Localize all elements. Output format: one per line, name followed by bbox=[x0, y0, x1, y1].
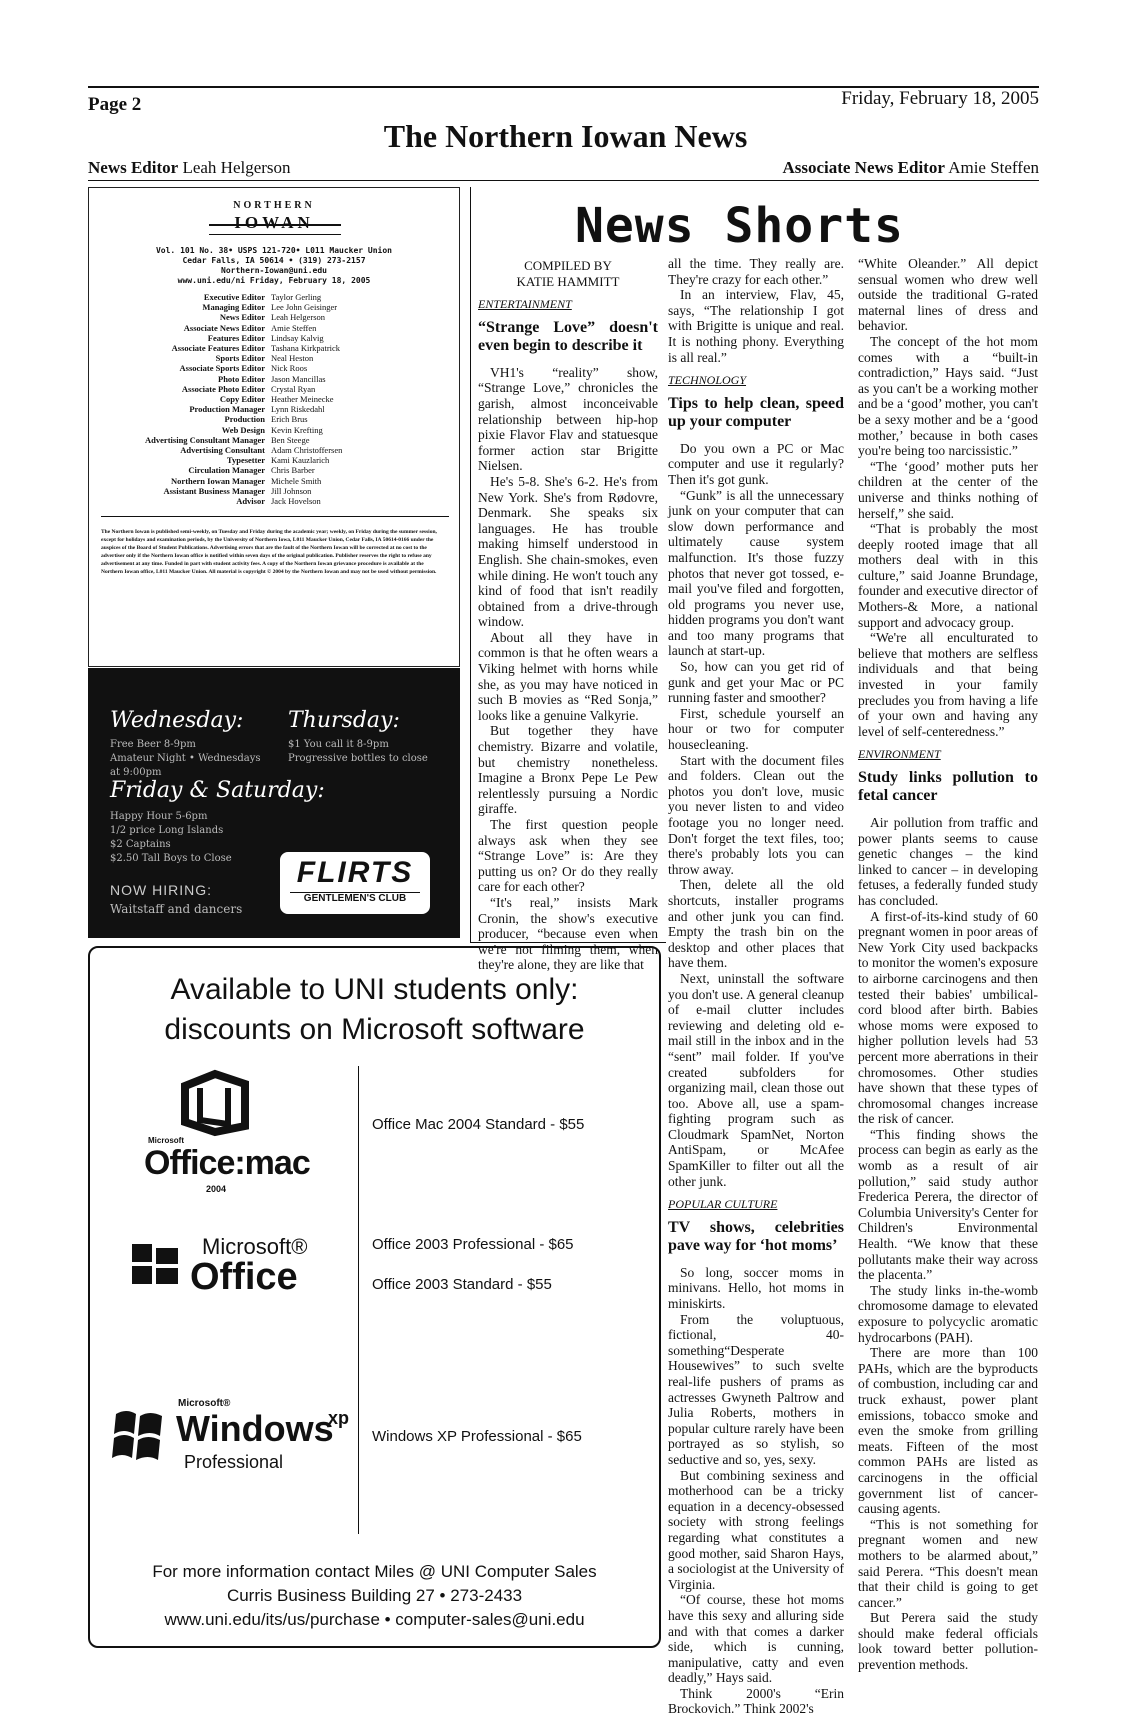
flirts-logo-sub: GENTLEMEN'S CLUB bbox=[290, 892, 420, 904]
staff-name: Erich Brus bbox=[271, 414, 308, 425]
paragraph: First, schedule yourself an hour or two for computer housecleaning. bbox=[668, 705, 844, 753]
paragraph: “Of course, these hot moms have this sexy and alluring side and with that comes a darker side, which is cunning, manipulative, catty and even deadly,” Hays said. bbox=[668, 1592, 844, 1686]
paragraph: So, how can you get rid of gunk and get your Mac or PC running faster and smoother? bbox=[668, 659, 844, 706]
offer-office-std: Office 2003 Standard - $55 bbox=[372, 1276, 552, 1293]
staff-row bbox=[95, 312, 449, 322]
staff-row bbox=[95, 496, 449, 506]
compiler-name: KATIE HAMMITT bbox=[516, 273, 620, 289]
ad-weekend-details bbox=[110, 810, 232, 866]
staff-name: Jill Johnson bbox=[271, 485, 312, 496]
ms-brand: Microsoft® bbox=[202, 1234, 308, 1259]
paragraph: “We're all enculturated to believe that mothers are selfless individuals and that being invested in your family precludes you from having a life of your own and having any level of self-centeredness.” bbox=[858, 630, 1038, 739]
column-2 bbox=[668, 256, 844, 1717]
staff-name: Leah Helgerson bbox=[271, 312, 326, 323]
offer-windows-xp: Windows XP Professional - $65 bbox=[372, 1428, 582, 1445]
headline-hot-moms: TV shows, celebrities pave way for ‘hot moms’ bbox=[668, 1218, 844, 1254]
masthead-volume-info bbox=[103, 246, 445, 286]
web-date-line: www.uni.edu/ni Friday, February 18, 2005 bbox=[177, 276, 371, 285]
staff-role: Associate Sports Editor bbox=[179, 363, 265, 374]
paragraph: But Perera said the study should make federal officials look toward better pollution-prevention methods. bbox=[858, 1610, 1038, 1673]
section-environment: ENVIRONMENT bbox=[858, 747, 941, 762]
flirts-logo-text: FLIRTS bbox=[296, 856, 414, 889]
paragraph: Next, uninstall the software you don't use. A general cleanup of e-mail clutter includes reviewing and deleting old e-mail still in the inbox and in the “sent” mail folder. If you've created subfolders for organizing mail, clean those out too. Above all, use a spam-fighting program such as Cloudmark SpamNet, Norton AntiSpam, or McAfee SpamKiller to filter out all the other junk. bbox=[668, 970, 844, 1189]
staff-role: Advertising Consultant bbox=[180, 445, 265, 456]
paragraph: “That is probably the most deeply rooted image that all mothers deal with in this culture,” said Joanne Brundage, founder and executive director of Mothers-& More, a national support and advocacy group. bbox=[858, 521, 1038, 630]
staff-role: Circulation Manager bbox=[188, 465, 265, 476]
staff-name: Crystal Ryan bbox=[271, 383, 316, 394]
staff-role: Northern Iowan Manager bbox=[171, 475, 265, 486]
masthead-fine-print: The Northern Iowan is published semi-weekly, on Tuesday and Friday during the academic year; weekly, on Friday during the summer session, except for holidays and examination periods, by the University of Northern Iowa, L011 Maucker Union, Cedar Falls, IA 50614-0166 under the auspices of the Board of Student Publications. Advertising errors that are the fault of the Northern Iowan will be corrected at no cost to the advertiser only if the Northern Iowan office is notified within seven days of the original publication. Publisher reserves the right to refuse any advertisement at any time. Funded in part with student activity fees. A copy of the Northern Iowan grievance procedure is available at the Northern Iowan office, L011 Maucker Union. All material is copyright © 2004 by the Northern Iowan and may not be used without permission. bbox=[101, 529, 437, 575]
office-logo-icon bbox=[130, 1240, 182, 1288]
paragraph: all the time. They really are. They're crazy for each other.” bbox=[668, 256, 844, 287]
paragraph: “It's real,” insists Mark Cronin, the show's executive producer, “because even when we're not filming them, when they're alone, they are like that bbox=[478, 894, 658, 973]
staff-role: Production Manager bbox=[189, 404, 265, 415]
paragraph: The study links in-the-womb chromosome damage to elevated exposure to polycyclic aromatic hydrocarbons (PAH). bbox=[858, 1282, 1038, 1345]
ad-divider bbox=[358, 1066, 359, 1534]
staff-name: Lynn Riskedahl bbox=[271, 404, 325, 415]
paragraph: The first question people always ask when they see “Strange Love” is: Are they putting us on? Or do they really care for each other? bbox=[478, 817, 658, 895]
staff-row bbox=[95, 425, 449, 435]
ad-line: Progressive bottles to close bbox=[288, 753, 428, 764]
offer-office-mac: Office Mac 2004 Standard - $55 bbox=[372, 1116, 585, 1133]
news-shorts-title: News Shorts bbox=[575, 198, 904, 254]
news-editor-label: News Editor bbox=[88, 158, 179, 177]
ad-now-hiring: NOW HIRING: bbox=[110, 882, 212, 898]
staff-name: Adam Christoffersen bbox=[271, 445, 343, 456]
staff-name: Jack Hovelson bbox=[271, 496, 321, 507]
ad-hiring-sub: Waitstaff and dancers bbox=[110, 902, 243, 916]
compiled-by: COMPILED BY bbox=[524, 258, 612, 273]
issue-date: Friday, February 18, 2005 bbox=[841, 88, 1039, 109]
staff-row bbox=[95, 374, 449, 384]
paragraph: The concept of the hot mom comes with a “built-in contradiction,” Hays said. “Just as you can't be a working mother and be a ‘good’ mother, you can't be a sexy mother and be a ‘good mother,’ because in both cases you're being too narcissistic.” bbox=[858, 333, 1038, 459]
staff-role: Sports Editor bbox=[215, 353, 265, 364]
ad-contact-line: For more information contact Miles @ UNI Computer Sales bbox=[152, 1562, 597, 1581]
staff-role: Photo Editor bbox=[218, 373, 265, 384]
ad-contact-footer bbox=[90, 1560, 659, 1632]
staff-row bbox=[95, 445, 449, 455]
staff-role: Features Editor bbox=[207, 332, 265, 343]
staff-name: Lindsay Kalvig bbox=[271, 332, 324, 343]
paragraph: “White Oleander.” All depict sensual women who drew well outside the traditional G-rated maternal lines of dress and behavior. bbox=[858, 256, 1038, 334]
paragraph: Start with the document files and folders. Clean out the photos you don't love, music you never listen to and video footage you no longer need. Don't forget the text files, too; there's probably lots you can throw away. bbox=[668, 752, 844, 877]
staff-role: Managing Editor bbox=[202, 302, 265, 313]
ad-thursday-heading: Thursday: bbox=[288, 708, 400, 733]
headline-pollution: Study links pollution to fetal cancer bbox=[858, 769, 1038, 804]
staff-name: Kami Kauzlarich bbox=[271, 455, 330, 466]
column-3 bbox=[858, 256, 1038, 1673]
section-popular-culture: POPULAR CULTURE bbox=[668, 1197, 778, 1212]
paragraph: He's 5-8. She's 6-2. He's from New York. She's from Rødovre, Denmark. She speaks six languages. He has trouble making himself understood in English. She chain-smokes, even while dining. He won't touch any kind of food that isn't readily obtained from a drive-through window. bbox=[478, 473, 658, 630]
paragraph: But combining sexiness and motherhood can be a tricky equation in a decency-obsessed society with strong feelings regarding what constitutes a good mother, said Sharon Hays, a sociologist at the University of Virginia. bbox=[668, 1467, 844, 1592]
news-editor-name: Leah Helgerson bbox=[182, 158, 291, 177]
staff-name: Heather Meinecke bbox=[271, 394, 334, 405]
ad-wednesday-details bbox=[110, 738, 270, 780]
section-entertainment: ENTERTAINMENT bbox=[478, 297, 572, 312]
staff-row bbox=[95, 455, 449, 465]
staff-row bbox=[95, 465, 449, 475]
office-mac-logo: Office:mac bbox=[144, 1144, 310, 1182]
staff-row bbox=[95, 302, 449, 312]
staff-role: Typesetter bbox=[226, 455, 265, 466]
staff-role: Associate Features Editor bbox=[171, 343, 265, 354]
ad-line: Free Beer 8-9pm bbox=[110, 739, 196, 750]
staff-row bbox=[95, 384, 449, 394]
ad-line: 1/2 price Long Islands bbox=[110, 825, 224, 836]
paragraph: VH1's “reality” show, “Strange Love,” chronicles the garish, almost inconceivable relationship between hip-hop pixie Flavor Flav and statuesque former action star Brigitte Nielsen. bbox=[478, 364, 658, 474]
masthead-iowan: IOWAN bbox=[234, 213, 314, 232]
headline-strange-love: “Strange Love” doesn't even begin to describe it bbox=[478, 318, 658, 354]
staff-row bbox=[95, 394, 449, 404]
address-line: Cedar Falls, IA 50614 • (319) 273-2157 bbox=[182, 256, 366, 265]
ad-headline bbox=[90, 970, 659, 1050]
windows-professional: Professional bbox=[184, 1452, 284, 1472]
paragraph: From the voluptuous, fictional, 40-something“Desperate Housewives” to such svelte real-life pushers of prams as actresses Gwyneth Paltrow and Julia Roberts, mothers in popular culture rarely have been portrayed as so stylish, so seductive and so, yes, sexy. bbox=[668, 1311, 844, 1467]
news-editor-credit bbox=[88, 158, 291, 178]
associate-editor-name: Amie Steffen bbox=[948, 158, 1039, 177]
ad-url-line: www.uni.edu/its/us/purchase • computer-sales@uni.edu bbox=[164, 1610, 585, 1629]
win-brand: Microsoft® bbox=[178, 1398, 231, 1409]
newspaper-title: The Northern Iowan News bbox=[383, 118, 748, 154]
offer-office-pro: Office 2003 Professional - $65 bbox=[372, 1236, 574, 1253]
mac-year: 2004 bbox=[206, 1184, 227, 1194]
vol-line: Vol. 101 No. 38• USPS 121-720• L011 Maucker Union bbox=[155, 246, 392, 255]
staff-name: Nick Roos bbox=[271, 363, 308, 374]
staff-row bbox=[95, 353, 449, 363]
paragraph: In an interview, Flav, 45, says, “The relationship I got with Brigitte is unique and real. It is nothing phony. Everything is all real.” bbox=[668, 287, 844, 365]
staff-row bbox=[95, 323, 449, 333]
ad-weekend-heading: Friday & Saturday: bbox=[110, 778, 325, 803]
ad-headline-line2: discounts on Microsoft software bbox=[164, 1013, 585, 1046]
headline-tips: Tips to help clean, speed up your computer bbox=[668, 394, 844, 430]
associate-editor-credit bbox=[782, 158, 1039, 178]
flirts-logo bbox=[280, 852, 430, 914]
associate-editor-label: Associate News Editor bbox=[782, 158, 945, 177]
paragraph: Think 2000's “Erin Brockovich.” Think 2002's bbox=[668, 1685, 844, 1717]
staff-role: News Editor bbox=[219, 312, 265, 323]
staff-name: Ben Steege bbox=[271, 434, 310, 445]
ad-address-line: Curris Business Building 27 • 273-2433 bbox=[226, 1586, 523, 1605]
staff-name: Michele Smith bbox=[271, 475, 322, 486]
ad-thursday-details bbox=[288, 738, 453, 766]
paragraph: “This finding shows the process can begin as early as the womb as a result of air pollution,” said study author Frederica Perera, the director of Columbia University's Center for Children's Environmental Health. “We know that these pollutants make their way across the placenta.” bbox=[858, 1126, 1038, 1283]
staff-role: Executive Editor bbox=[203, 292, 265, 302]
staff-name: Tashana Kirkpatrick bbox=[271, 343, 341, 354]
paragraph: A first-of-its-kind study of 60 pregnant women in poor areas of New York City used backpacks to monitor the women's exposure to airborne carcinogens and then tested their babies' umbilical-cord blood after birth. Babies whose moms were exposed to higher pollution levels had 53 percent more aberrations in their chromosomes. Other studies have shown that these types of chromosomal changes increase the risk of cancer. bbox=[858, 908, 1038, 1127]
staff-list bbox=[95, 292, 449, 506]
staff-role: Copy Editor bbox=[219, 394, 265, 405]
office-logo-text: Office bbox=[190, 1256, 298, 1298]
staff-name: Neal Heston bbox=[271, 353, 314, 364]
staff-row bbox=[95, 333, 449, 343]
paragraph: Do you own a PC or Mac computer and use it regularly? Then it's got gunk. bbox=[668, 440, 844, 487]
paragraph: Air pollution from traffic and power plants seems to cause genetic changes – the kind linked to cancer – in developing fetuses, a federally funded study has concluded. bbox=[858, 815, 1038, 908]
staff-role: Advertising Consultant Manager bbox=[145, 434, 265, 445]
column-1 bbox=[478, 258, 658, 973]
section-technology: TECHNOLOGY bbox=[668, 373, 747, 388]
paragraph: “Gunk” is all the unnecessary junk on your computer that can slow down performance and ultimately cause system malfunction. It's those fuzzy photos that never got tossed, e-mail you've filed and forgotten, old programs you never use, hidden programs you don't want and too many programs that launch at start-up. bbox=[668, 487, 844, 659]
paragraph: “This is not something for pregnant women and new mothers to be alarmed about,” said Perera. “This doesn't mean that their child is going to get cancer.” bbox=[858, 1516, 1038, 1610]
flirts-advertisement bbox=[88, 668, 460, 938]
ad-wednesday-heading: Wednesday: bbox=[110, 708, 244, 733]
staff-role: Assistant Business Manager bbox=[163, 485, 265, 496]
email-line: Northern-Iowan@uni.edu bbox=[221, 266, 327, 275]
staff-role: Advisor bbox=[236, 496, 265, 507]
paragraph: There are more than 100 PAHs, which are the byproducts of combustion, including car and truck exhaust, power plant emissions, tobacco smoke and even the smoke from grilling meats. Fifteen of the most common PAHs are listed as carcinogens in the official government list of cancer-causing agents. bbox=[858, 1345, 1038, 1517]
ad-headline-line1: Available to UNI students only: bbox=[170, 973, 579, 1006]
windows-flag-icon bbox=[110, 1404, 166, 1464]
staff-name: Kevin Krefting bbox=[271, 424, 323, 435]
staff-row bbox=[95, 363, 449, 373]
staff-row bbox=[95, 404, 449, 414]
microsoft-software-ad bbox=[88, 946, 661, 1648]
masthead-northern: NORTHERN bbox=[233, 200, 315, 211]
staff-row bbox=[95, 414, 449, 424]
staff-name: Amie Steffen bbox=[271, 322, 317, 333]
staff-row bbox=[95, 476, 449, 486]
mac-brand: Microsoft bbox=[148, 1136, 184, 1145]
paragraph: About all they have in common is that he often wears a Viking helmet with horns while she, as you may have noticed in such B movies as “Red Sonja,” looks like a genuine Valkyrie. bbox=[478, 629, 658, 723]
staff-role: Production bbox=[224, 414, 265, 425]
staff-name: Lee John Geisinger bbox=[271, 302, 338, 313]
ad-line: $2 Captains bbox=[110, 839, 171, 850]
staff-role: Associate News Editor bbox=[183, 322, 265, 333]
page-number: Page 2 bbox=[88, 94, 142, 115]
staff-row bbox=[95, 343, 449, 353]
ad-line: Amateur Night • Wednesdays at 9:00pm bbox=[110, 753, 261, 778]
staff-name: Jason Mancillas bbox=[271, 373, 326, 384]
paragraph: But together they have chemistry. Bizarre and volatile, but chemistry nonetheless. Imagine a Bronx Pepe Le Pew relentlessly pursuing a Nordic giraffe. bbox=[478, 723, 658, 817]
staff-name: Taylor Gerling bbox=[271, 292, 322, 302]
staff-role: Associate Photo Editor bbox=[181, 383, 265, 394]
masthead-box bbox=[88, 187, 460, 667]
windows-logo-text: Windows bbox=[176, 1408, 334, 1449]
staff-role: Web Design bbox=[221, 424, 265, 435]
ad-line: Happy Hour 5-6pm bbox=[110, 811, 208, 822]
staff-row bbox=[95, 435, 449, 445]
windows-xp-sup: xp bbox=[328, 1408, 350, 1428]
ad-line: $2.50 Tall Boys to Close bbox=[110, 853, 232, 864]
staff-name: Chris Barber bbox=[271, 465, 315, 476]
paragraph: So long, soccer moms in minivans. Hello, hot moms in miniskirts. bbox=[668, 1264, 844, 1312]
staff-row bbox=[95, 486, 449, 496]
office-mac-icon bbox=[170, 1066, 260, 1136]
staff-row bbox=[95, 292, 449, 302]
ad-line: $1 You call it 8-9pm bbox=[288, 739, 389, 750]
paragraph: Then, delete all the old shortcuts, installer programs and other junk you can find. Empty the trash bin on the desktop and other places that have them. bbox=[668, 877, 844, 971]
article-strange-love bbox=[478, 365, 658, 973]
paragraph: “The ‘good’ mother puts her children at the center of the universe and thinks nothing of herself,” she said. bbox=[858, 458, 1038, 521]
